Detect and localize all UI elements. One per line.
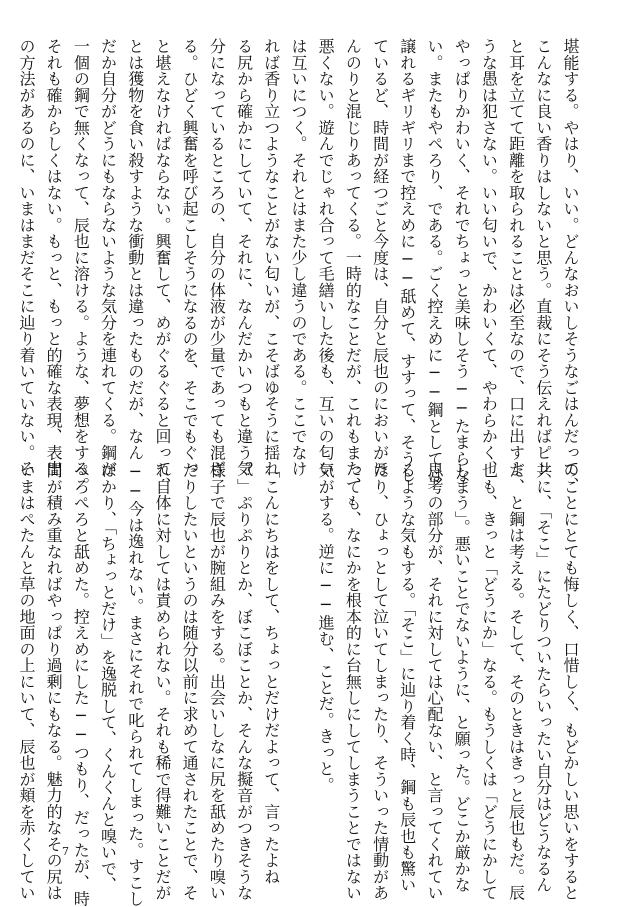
page-number: 7 bbox=[62, 845, 69, 858]
upper-text-block: 堪能する。やはり、いい。どんなおいしそうなごはんだって、 こんなに良い香りはしないと思う。直裁にそう伝えればピン と耳を立てて距離を取られることは必至なので、口に出すよ うな愚は犯さない。いい匂いで、かわいくて、やわらかく、 やっぱりかわいく、それでちょっと美味しそう──たまらな い。またもやペろり、である。ごく控えめに──鋼としては 譲れるギリギリまで控えめに──舐めて、すすって、そうし ているど、時間が経つごと今度は、自分と辰也のにおいがほ んのりと混じりあってくる。一時的なことだが、これもまた、 悪くない。遊んでじゃれ合って毛繕いした後も、互いの匂い は互いにつく。それとはまた少し違うのである。ここでなけ れば香り立つようなことがない匂いが、こそばゆそうに揺れ る尻から確かにしていて、それに、なんだかいつもと違う気 分になっているところの、自分の体液が少量であっても混ざ る。ひどく興奮を呼び起こしそうになるのを、そこでもぐっ と堪えなければならない。興奮して、めがぐるぐると回って、 とは獲物を食い殺すような衝動とは違ったものだが、なん だか自分がどうにもならないような気分を連れてくる。鋼が 一個の鋼で無くなって、辰也に溶ける。ような、夢想をする。 それも確からしくはない。もっと、もっと的確な表現、表出 の方法があるのに、いまはまだそこに辿り着いていない。そ bbox=[16, 38, 580, 493]
lower-text-block: のことにとても悔しく、口惜しく、もどかしい思いをすると 共に、「そこ」にたどりついたらいったい自分はどうなるん だ、と鋼は考える。そして、そのときはきっと辰也もだ。辰 也も、きっと「どうにか」なる。もうしくは「どうにかして しまう」。悪いことでないように、と願った。どこか厳かな 思考の部分が、それに対しては心配ない、と言ってくれてい るような気もする。「そこ」に辿り着く時、鋼も辰也も驚い たり、ひょっとして泣いてしまったり、そういった情動があ っても、なにかを根本的に台無しにしてしまうことではない 気がする。逆に──進む、ことだ。きっと。 「こんにちはをして、ちょっとだけだよって、言ったよね ？」ぷりぷりとか、ぼこぼことか、そんな擬音がつきそうな 様子で辰也が腕組みをする。出会いしなに尻を舐めたり嗅い だりしたいというのは随分以前に求めて通されたことで、そ れ自体に対しては責められない。それも稀で得難いことだが ──今は逸れない。まさにそれで叱られてしまった。すこし ばかり、「ちょっとだけ」を逸脱して、くんくんと嗅いで、 ぺろぺろと舐めた。控えめにした──つもり、だったが、時 間が積み重なればやっぱり過剰にもなる。魅力的なその尻は いまはぺたんと草の地面の上にいて、辰也が頬を赤くしてい bbox=[16, 462, 580, 907]
